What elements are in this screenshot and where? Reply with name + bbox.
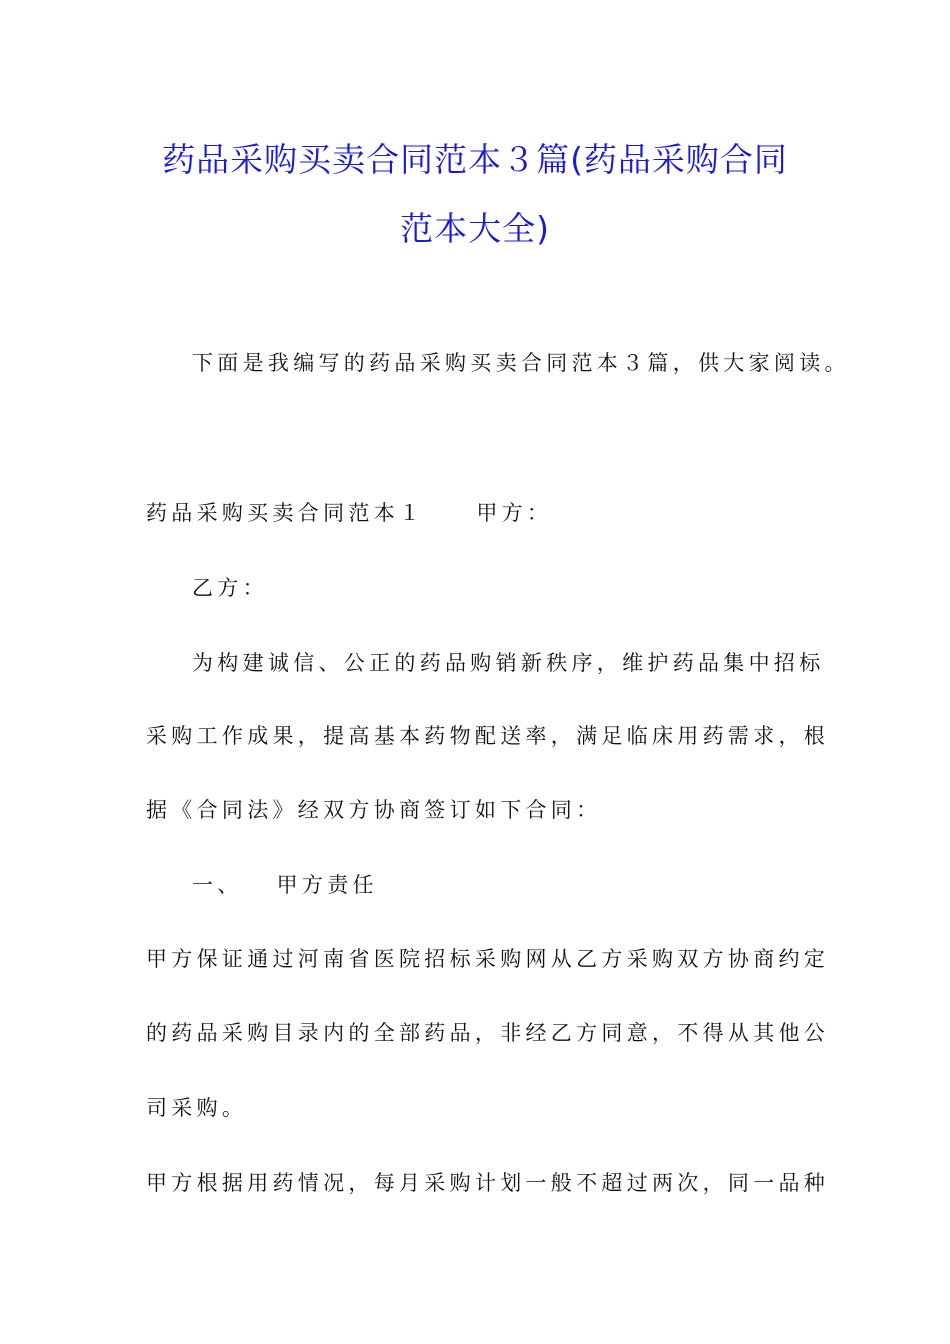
purpose-line-3: 据《合同法》经双方协商签订如下合同：: [146, 798, 602, 822]
clause-1-p1-line-1: 甲方保证通过河南省医院招标采购网从乙方采购双方协商约定: [146, 947, 830, 971]
party-b-label: 乙方：: [192, 576, 268, 600]
intro-paragraph: 下面是我编写的药品采购买卖合同范本３篇，供大家阅读。: [192, 351, 850, 375]
clause-1-p1-line-3: 司采购。: [146, 1096, 248, 1120]
clause-1-p2-line-1: 甲方根据用药情况，每月采购计划一般不超过两次，同一品种: [146, 1171, 830, 1195]
document-title-line-2: 范本大全): [400, 209, 550, 248]
clause-1-heading: [192, 869, 378, 899]
clause-1-title: 甲方责任: [276, 873, 378, 897]
purpose-line-1: 为构建诚信、公正的药品购销新秩序，维护药品集中招标: [192, 651, 825, 675]
contract-heading-row: [146, 497, 552, 527]
clause-1-p1-line-2: 的药品采购目录内的全部药品，非经乙方同意，不得从其他公: [146, 1021, 830, 1045]
purpose-line-2: 采购工作成果，提高基本药物配送率，满足临床用药需求，根: [146, 724, 830, 748]
section-heading: 药品采购买卖合同范本１: [146, 501, 425, 525]
party-a-label: 甲方：: [476, 501, 553, 525]
document-title-line-1: 药品采购买卖合同范本３篇(药品采购合同: [162, 140, 788, 179]
clause-1-number: 一、: [192, 873, 243, 897]
